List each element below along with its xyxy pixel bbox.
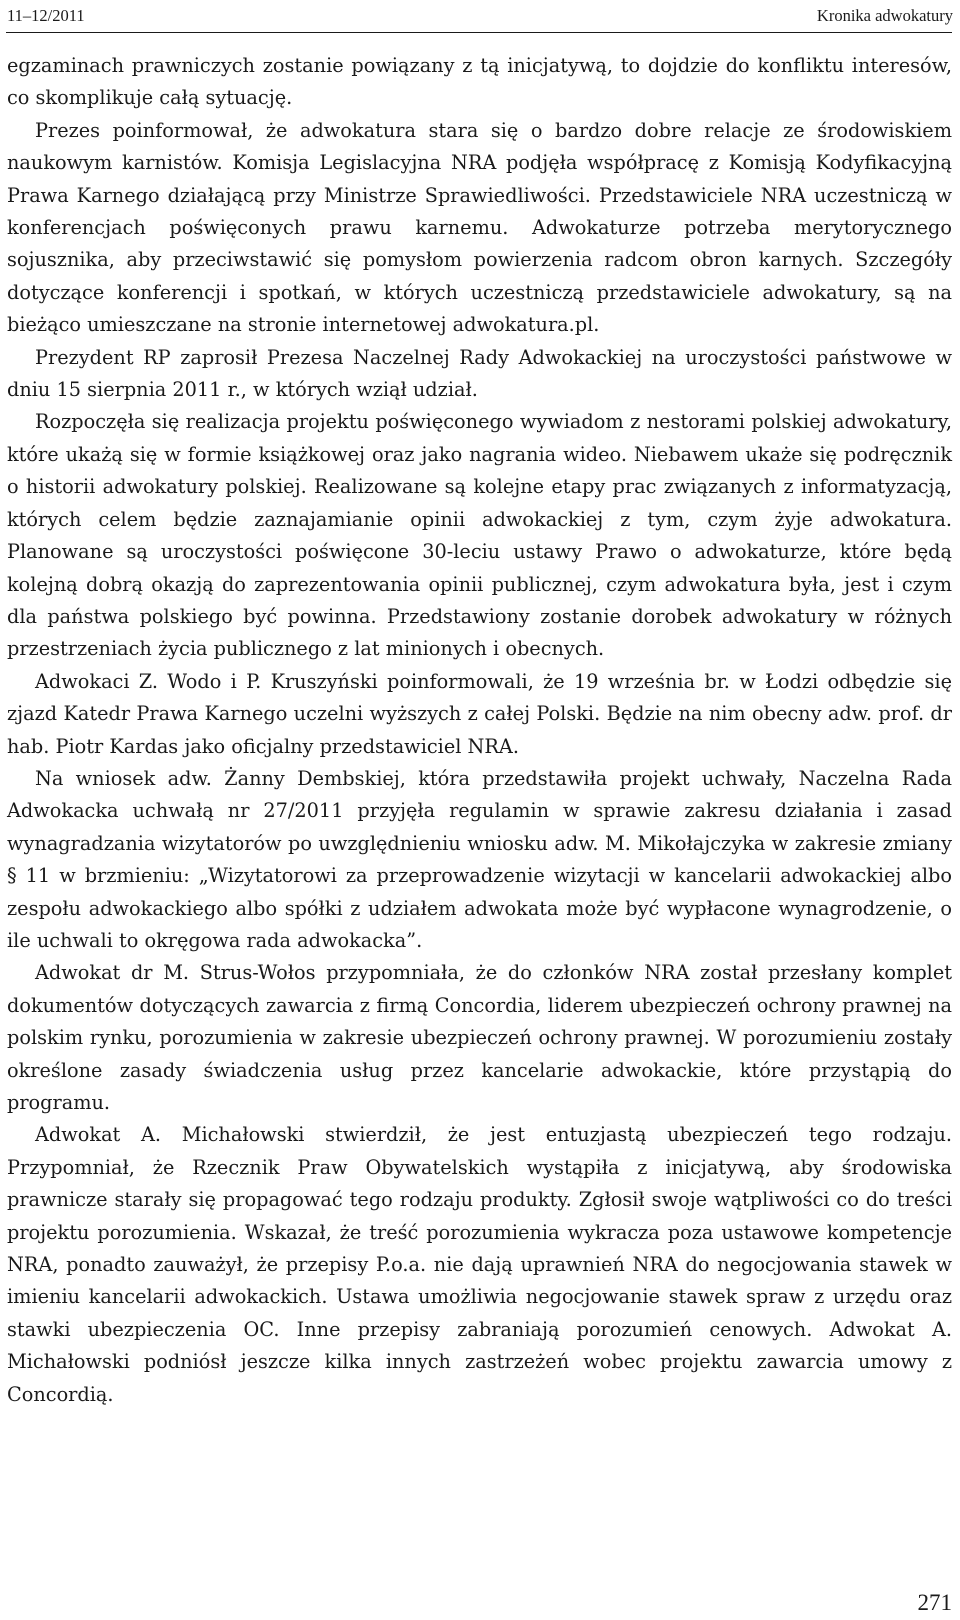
paragraph: Adwokat A. Michałowski stwierdził, że jest entuzjastą ubezpieczeń tego rodzaju. Przypomniał, że Rzecznik Praw Obywatelskich wystąpiła z inicjatywą, aby środowiska prawnicze starały się propagować tego rodzaju produkty. Zgłosił swoje wątpliwości co do treści projektu porozumienia. Wskazał, że treść porozumienia wykracza poza ustawowe kompetencje NRA, ponadto zauważył, że przepisy P.o.a. nie dają uprawnień NRA do negocjowania stawek w imieniu kancelarii adwokackich. Ustawa umożliwia negocjowanie stawek spraw z urzędu oraz stawki ubezpieczenia OC. Inne przepisy zabraniają porozumień cenowych. Adwokat A. Michałowski podniósł jeszcze kilka innych zastrzeżeń wobec projektu zawarcia umowy z Concordią. xyxy=(7,1123,952,1406)
header-rule xyxy=(6,32,952,33)
section-title: Kronika adwokatury xyxy=(816,6,953,25)
running-header xyxy=(7,6,953,28)
article-body xyxy=(7,50,952,1411)
paragraph: Adwokat dr M. Strus-Wołos przypomniała, że do członków NRA został przesłany komplet dokumentów dotyczących zawarcia z firmą Concordia, liderem ubezpieczeń ochrony prawnej na polskim rynku, porozumienia w zakresie ubezpieczeń ochrony prawnej. W porozumieniu zostały określone zasady świadczenia usług przez kancelarie adwokackie, które przystąpią do programu. xyxy=(7,961,952,1114)
paragraph: Rozpoczęła się realizacja projektu poświęconego wywiadom z nestorami polskiej adwokatury, które ukażą się w formie książkowej oraz jako nagrania wideo. Niebawem ukaże się podręcznik o historii adwokatury polskiej. Realizowane są kolejne etapy prac związanych z informatyzacją, których celem będzie zaznajamianie opinii adwokackiej z tym, czym żyje adwokatura. Planowane są uroczystości poświęcone 30-leciu ustawy Prawo o adwokaturze, które będą kolejną dobrą okazją do zaprezentowania opinii publicznej, czym adwokatura była, jest i czym dla państwa polskiego być powinna. Przedstawiony zostanie dorobek adwokatury w różnych przestrzeniach życia publicznego z lat minionych i obecnych. xyxy=(7,410,952,661)
issue-number: 11–12/2011 xyxy=(7,6,85,25)
paragraph: Prezes poinformował, że adwokatura stara się o bardzo dobre relacje ze środowiskiem naukowym karnistów. Komisja Legislacyjna NRA podjęła współpracę z Komisją Kodyfikacyjną Prawa Karnego działającą przy Ministrze Sprawiedliwości. Przedstawiciele NRA uczestniczą w konferencjach poświęconych prawu karnemu. Adwokaturze potrzeba merytorycznego sojusznika, aby przeciwstawić się pomysłom powierzenia radcom obron karnych. Szczegóły dotyczące konferencji i spotkań, w których uczestniczą przedstawiciele adwokatury, są na bieżąco umieszczane na stronie internetowej adwokatura.pl. xyxy=(7,118,952,337)
page-number: 271 xyxy=(917,1590,952,1615)
paragraph: Prezydent RP zaprosił Prezesa Naczelnej Rady Adwokackiej na uroczystości państwowe w dniu 15 sierpnia 2011 r., w których wziął udział. xyxy=(7,345,952,402)
paragraph: Adwokaci Z. Wodo i P. Kruszyński poinformowali, że 19 września br. w Łodzi odbędzie się zjazd Katedr Prawa Karnego uczelni wyższych z całej Polski. Będzie na nim obecny adw. prof. dr hab. Piotr Kardas jako oficjalny przedstawiciel NRA. xyxy=(7,669,952,758)
paragraph-continuation: egzaminach prawniczych zostanie powiązany z tą inicjatywą, to dojdzie do konfliktu interesów, co skomplikuje całą sytuację. xyxy=(7,54,952,110)
paragraph: Na wniosek adw. Żanny Dembskiej, która przedstawiła projekt uchwały, Naczelna Rada Adwokacka uchwałą nr 27/2011 przyjęła regulamin w sprawie zakresu działania i zasad wynagradzania wizytatorów po uwzględnieniu wniosku adw. M. Mikołajczyka w zakresie zmiany § 11 w brzmieniu: „Wizytatorowi za przeprowadzenie wizytacji w kancelarii adwokackiej albo zespołu adwokackiego albo spółki z udziałem adwokata może być wypłacone wynagrodzenie, o ile uchwali to okręgowa rada adwokacka”. xyxy=(7,766,952,952)
